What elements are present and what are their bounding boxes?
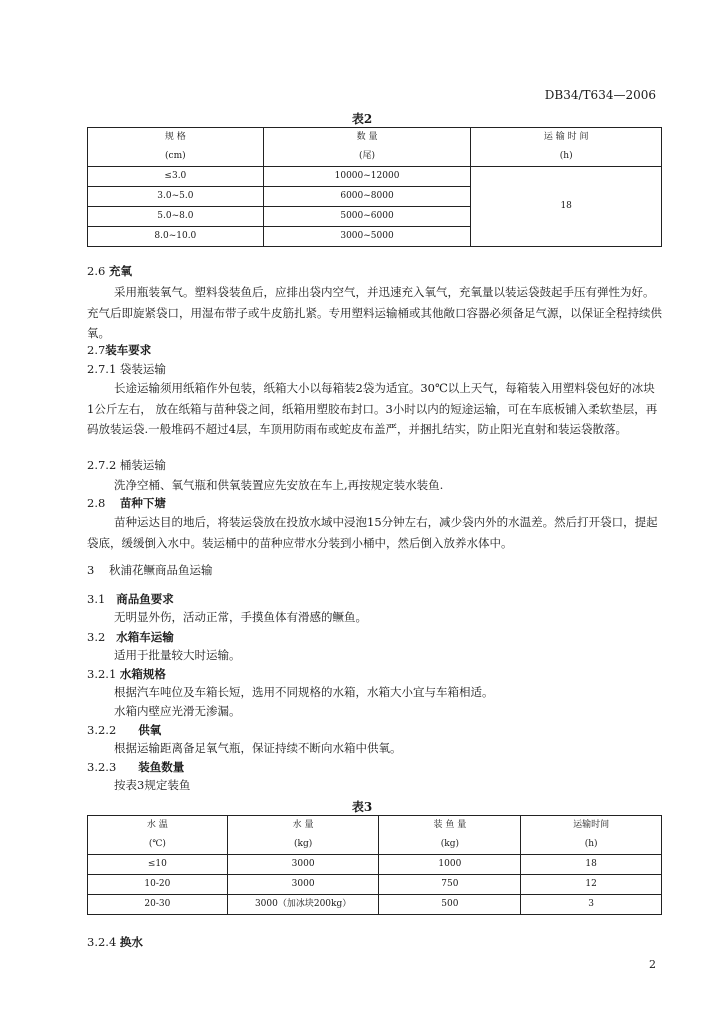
table2-unit-time: (h) — [471, 147, 662, 167]
section-3-2-1-heading — [87, 665, 166, 684]
standard-code: DB34/T634—2006 — [544, 88, 656, 102]
table3-cell: 18 — [521, 855, 662, 875]
table3-header-row — [88, 816, 662, 836]
section-title: 桶装运输 — [119, 458, 166, 472]
table-row — [88, 167, 662, 187]
page-number: 2 — [649, 958, 656, 971]
table2-cell-time: 18 — [471, 167, 662, 247]
table2 — [87, 127, 662, 247]
table3-cell: 10-20 — [88, 875, 228, 895]
section-3-2-heading — [87, 628, 174, 647]
table3-cell: 3000 — [227, 875, 379, 895]
table-row — [88, 875, 662, 895]
table2-header-size: 规 格 — [88, 128, 264, 148]
section-3-2-2-body: 根据运输距离备足氧气瓶，保证持续不断向水箱中供氧。 — [114, 741, 402, 755]
section-2-7-heading — [87, 341, 151, 360]
table2-cell-qty: 5000~6000 — [263, 207, 471, 227]
section-title: 秋浦花鳜商品鱼运输 — [108, 563, 213, 577]
table3-cell: 500 — [379, 895, 521, 915]
table2-unit-qty: (尾) — [263, 147, 471, 167]
table3-header-water: 水 量 — [227, 816, 379, 836]
table-row — [88, 895, 662, 915]
section-number: 3.1 — [87, 592, 106, 606]
table2-cell-size: ≤3.0 — [88, 167, 264, 187]
table-row — [88, 855, 662, 875]
section-2-6-heading — [87, 262, 132, 281]
table3-unit-temp: (℃) — [88, 835, 228, 855]
table3-cell: 12 — [521, 875, 662, 895]
table2-header-row — [88, 128, 662, 148]
section-2-7-2-heading — [87, 456, 166, 475]
table3 — [87, 815, 662, 915]
table3-cell: ≤10 — [88, 855, 228, 875]
section-number: 2.7 — [87, 343, 106, 357]
section-2-7-1-body: 长途运输须用纸箱作外包装，纸箱大小以每箱装2袋为适宜。30℃以上天气，每箱装入用塑料袋包好的冰块1公斤左右， 放在纸箱与苗种袋之间，纸箱用塑胶布封口。3小时以内的短途运输，可在车底板铺入柔软垫层，再码放装运袋.一般堆码不超过4层，车顶用防雨布或蛇皮布盖严，并捆扎结实，防止阳光直射和装运袋散落。 — [87, 381, 658, 436]
section-number: 3.2.2 — [87, 723, 117, 737]
section-3-1-body: 无明显外伤，活动正常，手摸鱼体有滑感的鳜鱼。 — [114, 610, 367, 624]
section-3-2-1-body-1: 根据汽车吨位及车箱长短，选用不同规格的水箱，水箱大小宜与车箱相适。 — [114, 685, 494, 699]
section-number: 3 — [87, 563, 95, 577]
section-number: 2.6 — [87, 264, 106, 278]
section-number: 2.8 — [87, 496, 106, 510]
table3-unit-row — [88, 835, 662, 855]
table3-title: 表3 — [351, 800, 373, 814]
section-2-7-1-heading — [87, 360, 166, 379]
section-number: 2.7.2 — [87, 458, 117, 472]
table2-cell-size: 8.0~10.0 — [88, 227, 264, 247]
table3-cell: 3 — [521, 895, 662, 915]
table2-cell-qty: 10000~12000 — [263, 167, 471, 187]
section-title: 供氧 — [138, 723, 162, 737]
section-3-2-3-heading — [87, 758, 184, 777]
table2-header-time: 运 输 时 间 — [471, 128, 662, 148]
section-title: 水箱规格 — [119, 667, 166, 681]
section-number: 3.2 — [87, 630, 106, 644]
section-2-8-heading — [87, 494, 166, 513]
section-2-7-2-body: 洗净空桶、氧气瓶和供氧装置应先安放在车上,再按规定装水装鱼. — [114, 478, 444, 492]
section-3-2-4-heading — [87, 933, 143, 952]
section-title: 换水 — [119, 935, 143, 949]
table2-unit-row — [88, 147, 662, 167]
table3-header-time: 运输时间 — [521, 816, 662, 836]
section-number: 3.2.4 — [87, 935, 117, 949]
table3-cell: 750 — [379, 875, 521, 895]
section-2-8-body: 苗种运达目的地后，将装运袋放在投放水域中浸泡15分钟左右，减少袋内外的水温差。然后打开袋口，提起袋底，缓缓倒入水中。装运桶中的苗种应带水分装到小桶中，然后倒入放养水体中。 — [87, 515, 658, 550]
table2-cell-size: 5.0~8.0 — [88, 207, 264, 227]
table3-unit-fish: (kg) — [379, 835, 521, 855]
table2-title: 表2 — [351, 112, 373, 126]
section-title: 水箱车运输 — [116, 630, 174, 644]
table3-cell: 3000（加冰块200kg） — [227, 895, 379, 915]
section-title: 袋装运输 — [119, 362, 166, 376]
section-3-2-1-body-2: 水箱内壁应光滑无渗漏。 — [114, 704, 241, 718]
section-number: 2.7.1 — [87, 362, 117, 376]
section-3-2-3-body: 按表3规定装鱼 — [114, 778, 191, 792]
section-3-2-body: 适用于批量较大时运输。 — [114, 648, 241, 662]
table2-unit-size: (cm) — [88, 147, 264, 167]
section-3-2-2-heading — [87, 721, 161, 740]
section-number: 3.2.3 — [87, 760, 117, 774]
table3-header-fish: 装 鱼 量 — [379, 816, 521, 836]
section-title: 装鱼数量 — [138, 760, 185, 774]
table2-cell-qty: 6000~8000 — [263, 187, 471, 207]
section-2-6-body: 采用瓶装氧气。塑料袋装鱼后，应排出袋内空气，并迅速充入氧气，充氧量以装运袋鼓起手压有弹性为好。充气后即旋紧袋口，用湿布带子或牛皮筋扎紧。专用塑料运输桶或其他敞口容器必须备足气源，以保证全程持续供氧。 — [87, 285, 662, 340]
table3-cell: 1000 — [379, 855, 521, 875]
table3-unit-water: (kg) — [227, 835, 379, 855]
section-title: 充氧 — [108, 264, 132, 278]
section-title: 苗种下塘 — [119, 496, 166, 510]
table2-cell-size: 3.0~5.0 — [88, 187, 264, 207]
table3-cell: 20-30 — [88, 895, 228, 915]
table3-cell: 3000 — [227, 855, 379, 875]
section-title: 商品鱼要求 — [116, 592, 174, 606]
table2-header-qty: 数 量 — [263, 128, 471, 148]
section-title: 装车要求 — [105, 343, 152, 357]
section-3-heading — [87, 561, 212, 580]
table3-unit-time: (h) — [521, 835, 662, 855]
table2-cell-qty: 3000~5000 — [263, 227, 471, 247]
section-3-1-heading — [87, 590, 174, 609]
table3-header-temp: 水 温 — [88, 816, 228, 836]
section-number: 3.2.1 — [87, 667, 117, 681]
